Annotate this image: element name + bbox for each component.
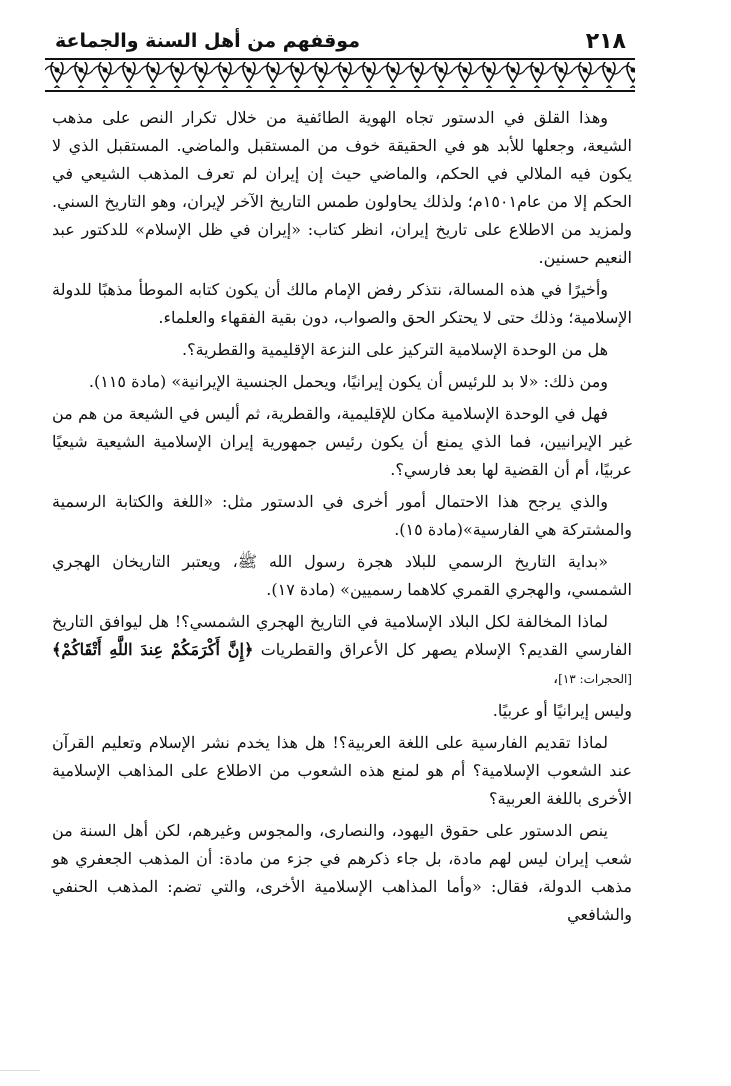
page-header <box>55 26 626 56</box>
paragraph-11: ينص الدستور على حقوق اليهود، والنصارى، والمجوس وغيرهم، لكن أهل السنة من شعب إيران ليس لهم مادة، بل جاء ذكرهم في جزء من مادة: أن المذهب الجعفري هو مذهب الدولة، فقال: «وأما المذاهب الإسلامية الأخرى، والتي تضم: المذهب الحنفي والشافعي <box>52 821 633 924</box>
ornamental-border <box>45 56 635 94</box>
paragraph-6: والذي يرجح هذا الاحتمال أمور أخرى في الدستور مثل: «اللغة والكتابة الرسمية والمشتركة هي الفارسية»(مادة ١٥). <box>52 492 632 539</box>
paragraph-10: لماذا تقديم الفارسية على اللغة العربية؟! هل هذا يخدم نشر الإسلام وتعليم القرآن عند الشعوب الإسلامية؟ أم هو لمنع هذه الشعوب من الاطلاع على المذاهب الإسلامية الأخرى باللغة العربية؟ <box>52 733 632 808</box>
verse-reference: [الحجرات: ١٣] <box>558 672 632 686</box>
paragraph-8 <box>52 608 632 693</box>
page-number: ٢١٨ <box>585 28 626 54</box>
scan-edge <box>0 1070 40 1071</box>
quran-verse: ﴿إِنَّ أَكْرَمَكُمْ عِندَ اللَّهِ أَتْقَاكُمْ﴾ <box>52 640 254 659</box>
paragraph-9: وليس إيرانيًا أو عربيًا. <box>492 701 632 720</box>
paragraph-2: وأخيرًا في هذه المسالة، نتذكر رفض الإمام مالك أن يكون كتابه الموطأ مذهبًا للدولة الإسلامية؛ وذلك حتى لا يحتكر الحق والصواب، دون بقية الفقهاء والعلماء. <box>52 280 632 327</box>
paragraph-5: فهل في الوحدة الإسلامية مكان للإقليمية، والقطرية، ثم أليس في الشيعة من هم من غير الإيرانيين، فما الذي يمنع أن يكون رئيس جمهورية إيران الإسلامية الشيعية شيعيًا عربيًا، أم أن القضية لها بعد فارسي؟. <box>52 404 632 479</box>
running-title: موقفهم من أهل السنة والجماعة <box>55 30 360 52</box>
paragraph-8-text: لماذا المخالفة لكل البلاد الإسلامية في التاريخ الهجري الشمسي؟! هل ليوافق التاريخ الفارسي القديم؟ الإسلام يصهر كل الأعراق والقطريات <box>52 612 632 659</box>
paragraph-3: هل من الوحدة الإسلامية التركيز على النزعة الإقليمية والقطرية؟. <box>182 340 608 359</box>
body-text <box>52 104 632 933</box>
paragraph-8-tail: ، <box>552 668 559 687</box>
paragraph-1: وهذا القلق في الدستور تجاه الهوية الطائفية من خلال تكرار النص على مذهب الشيعة، وجعلها للأبد هو في الحقيقة خوف من المستقبل والماضي. المستقبل الذي لا يكون فيه الملالي في الحكم، والماضي حيث إن إيران لم تعرف المذهب الشيعي في الحكم إلا من عام١٥٠١م؛ ولذلك يحاولون طمس التاريخ الآخر لإيران، وهو التاريخ السني. ولمزيد من الاطلاع على تاريخ إيران، انظر كتاب: «إيران في ظل الإسلام» للدكتور عبد النعيم حسنين. <box>52 108 632 267</box>
paragraph-4: ومن ذلك: «لا بد للرئيس أن يكون إيرانيًا، ويحمل الجنسية الإيرانية» (مادة ١١٥). <box>88 372 608 391</box>
paragraph-7: «بداية التاريخ الرسمي للبلاد هجرة رسول الله ﷺ، ويعتبر التاريخان الهجري الشمسي، والهجري القمري كلاهما رسميين» (مادة ١٧). <box>52 552 632 599</box>
